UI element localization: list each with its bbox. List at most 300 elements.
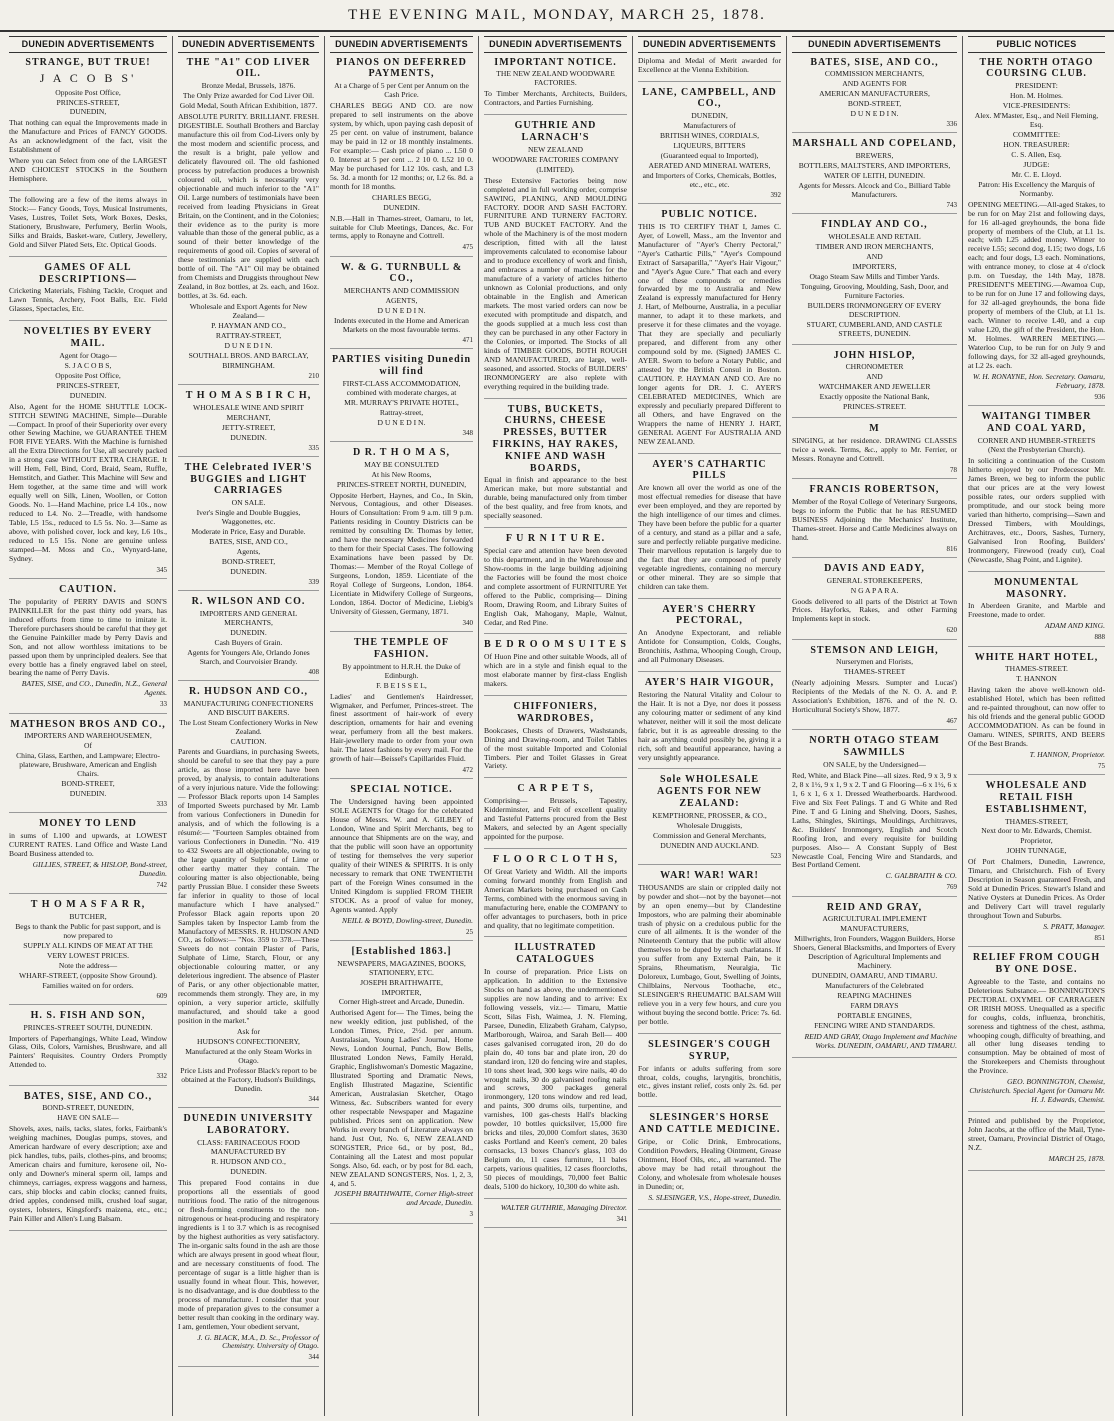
ad-title: BATES, SISE, AND CO., (810, 56, 939, 68)
ad-body: Importers of Paperhangings, White Lead, Window Glass, Oils, Colors, Varnishes, Brushware, and all Painters' Requisites. Country Orders Promptly Attended to. (9, 1033, 167, 1070)
advertisement (968, 1117, 1105, 1171)
ad-signature: W. H. RONAYNE, Hon. Secretary. Oamaru, February, 1878. (972, 371, 1105, 390)
advertisement (638, 1112, 781, 1209)
ad-body: In soliciting a continuation of the Custom hitherto enjoyed by our Predecessor Mr. James Breen, we beg to inform the public that our prices are at the very lowest possible rates, our orders supplied with promptitude, and our stock being more varied than hitherto, comprising—Sawn and Dressed Timbers, with Mouldings, Architraves, etc., Doors, Sashes, Turnery, Galvanised Iron Roofing, Builders' Ironmongery, Firewood (ready cut), Coal (Newcastle, Shag Point, and Lignite). (968, 456, 1105, 564)
ad-number: 3 (469, 1210, 473, 1219)
ad-line: PORTABLE ENGINES, (837, 1010, 912, 1020)
ad-number: 742 (156, 880, 167, 889)
ad-line: Next door to Mr. Edwards, Chemist. (981, 826, 1092, 836)
ad-body: ABSOLUTE PURITY. BRILLIANT. FRESH. DIGESTIBLE. Southall Brothers and Barclay manufacture this oil from Cod-Livers only by the most modern and scientific process, and the result is a bright, pale yellow and delicately flavoured oil. The old fashioned process by putrefaction produces a brownish coloured oil, which is necessarily very objectionable and much inferior to the "A1" Oil. Large numbers of testimonials have been received from leading Physicians in Great Britain, on the Continent, and in the Colonies; their evidence as to the purity is more valuable than those of the general public, as a sound of their better knowledge of the requirements of good oil. Copies of several of these testimonials are supplied with each bottle of oil. The "A1" Oil may be obtained from Chemists and Druggists throughout New Zealand, in 8oz bottles, at 2s. each, and 16oz. bottles, at 3s. 6d. each. (178, 112, 319, 301)
ad-signature: ADAM AND KING. (1045, 621, 1105, 631)
ad-line: SOUTHALL BROS. AND BARCLAY, (188, 350, 309, 360)
ad-line: Mr. C. E. Lloyd. (1011, 169, 1062, 179)
ad-title: FRANCIS ROBERTSON, (809, 483, 940, 495)
ad-line: BUTCHER, (69, 911, 107, 921)
ad-body: Parents and Guardians, in purchasing Sweets, should be careful to see that they pay a pure article, as those imported here have been proved, by analysis, to contain adulterations of a very injurious nature. Vide the following:— Professor Black reports upon 14 Samples of Imported Sweets purchased by Mr. Lamb from various Confectioners in Dunedin for analysis, and of which the following is a résumé:— "Fourteen Samples obtained from various Confectioners in Dunedin. "No. 419 to 432 Sweets are all objectionable, owing to the large quantity of Sulphate of Lime or other earthy matter they contain. The colouring matter is also objectionable, being partly Prussian Blue. I consider these Sweets far inferior in quality to those of local manufacture which I have analysed." Professor Black again reports upon 20 Samples taken by Inspector Lamb from the Manufactory of MESSRS. R. HUDSON AND CO., as follows:— "Nos. 359 to 378.—These Sweets do not contain Plaster of Paris, Sulphate of Lime, Starch, Flour, or any objectionable colouring matter, or any deleterious ingredient. The absence of Plaster of Paris, or any other objectionable matter, recommends them strongly. They are, in my opinion, a very superior article, skilfully manufactured, and should take a good position in the market." (178, 747, 319, 1026)
advertisement (9, 899, 167, 1005)
ad-number: 936 (1094, 392, 1105, 401)
ad-body: The Undersigned having been appointed SOLE AGENTS for Otago for the celebrated House of Messrs. W. and A. GILBEY of London, Wine and Spirit Merchants, beg to announce that Shipments are on the way, and that the public will soon have an opportunity of testing for themselves the very superior quality of their WINES & SPIRITS. It is only necessary to remark that ONE TWENTIETH part of the Foreign Wines consumed in the United Kingdom is supplied FROM THEIR STOCK. As a proof of value for money, Agents wanted. Apply (330, 797, 473, 914)
column-header: DUNEDIN ADVERTISEMENTS (638, 36, 781, 53)
advertisement (178, 462, 319, 591)
ad-number: 33 (160, 700, 167, 709)
ad-title: C A R P E T S, (517, 783, 594, 795)
column-7 (962, 36, 1110, 1416)
ad-number: 472 (462, 766, 473, 775)
ad-line: Commission and General Merchants, (652, 830, 767, 840)
advertisement (330, 784, 473, 940)
ad-line: BATES, SISE, AND CO., (209, 537, 288, 547)
ad-line: T. HANNON (1016, 674, 1057, 684)
ad-line: ON SALE, by the Undersigned— (823, 759, 926, 769)
ad-title: RELIEF FROM COUGH BY ONE DOSE. (972, 952, 1101, 975)
ad-line: Exactly opposite the National Bank, (819, 392, 930, 402)
ad-number: 816 (946, 544, 957, 553)
ad-title: AYER'S CATHARTIC PILLS (652, 458, 767, 482)
advertisement (484, 57, 627, 116)
ad-line: PRINCES-STREET. (843, 402, 906, 412)
ad-body: Red, White, and Black Pine—all sizes. Red, 9 x 3, 9 x 2, 8 x 1½, 9 x 1, 9 x 2. T and G Flooring—6 x 1½, 6 x 1, 6 x 1, 6 x 1. Dressed Weatherboards. Hardwood. Five and Six Feet Palings. T and G White and Red Pine. T and G Lining and Shelving. Doors, Sashes, Laths, Shingles, Skirtings, Mouldings, Architraves, &c. Builders' Ironmongery, English and Scotch Roofing Iron, and every requisite for building purposes. Also— A Constant Supply of Best Newcastle Coal, Fencing Wire and Standards, and Best Portland Cement. (792, 770, 957, 870)
ad-title: AYER'S CHERRY PECTORAL, (662, 603, 757, 627)
ad-line: BOND-STREET, (847, 99, 902, 109)
ad-body: In course of preparation. Price Lists on application. In addition to the Extensive Stocks on hand as above, the undermentioned supplies are now landing and to arrive: Ex following vessels, viz.:— Timaru, Mattie Scott, Silas Fish, Waimea, J. N. Fleming, Parsee, Dunedin, Elizabeth Graham, Calypso, Marlborough, Wairoa, and Sarah Bell— 400 cases galvanised corrugated iron, 20 do do plain do, 40 tons bar and plate iron, 20 do standard iron, 120 do fencing wire and staples, 10 tons sheet lead, 300 kegs wire nails, 40 do wrought nails, 30 do galvanised roofing nails and screws, 300 packages general ironmongery, 120 tons window and red lead, and paints, 300 drums oils, turpentine, and varnishes, 100 gas-chests Hall's blacking powder, 10 bottles quicksilver, 15,000 fire bricks and tiles, 20,000 Comfort slates, 3630 casks Portland and Keen's cement, 20 bales cornsacks, 13 boxes Chance's glass, 103 do Belgium do, 11 cases furniture, 11 bales carpets, various qualities, 12 cases floorcloths, 50 pieces of mouldings, 70,000 feet Baltic deals, 5100 do hickory, 10,300 do white ash. (484, 967, 627, 1191)
ad-line: TIMBER AND IRON MERCHANTS, (815, 241, 934, 251)
ad-line: HAVE ON SALE— (57, 1113, 119, 1123)
ad-line: PRINCES-STREET, (56, 97, 120, 107)
ad-body: Of Port Chalmers, Dunedin, Lawrence, Timaru, and Christchurch. Fish of Every Description in Season guaranteed Fresh, and Sold at Dunedin Prices. Stewart's Island and Native Oysters at Dunedin Prices. As Order and Delivery Cart will travel regularly throughout Town and Suburbs. (968, 857, 1105, 921)
ad-line: Manufactured at the only Steam Works in Otago. (185, 1046, 312, 1065)
advertisement (484, 942, 627, 1198)
ad-title: WHOLESALE AND RETAIL FISH ESTABLISHMENT, (985, 780, 1088, 815)
ad-title: W. & G. TURNBULL & CO., (340, 261, 463, 285)
ad-number: 408 (308, 667, 319, 676)
ad-body: SINGING, at her residence. DRAWING CLASSES twice a week. Terms, &c., apply to Mr. Ferrier, or Messrs. Ronayne and Cottrell. (792, 435, 957, 463)
ad-line: NEWSPAPERS, MAGAZINES, BOOKS, STATIONERY, ETC. (337, 958, 466, 977)
ad-title: Sole WHOLESALE AGENTS FOR NEW ZEALAND: (656, 774, 763, 810)
ad-body: Gripe, or Colic Drink, Embrocations, Condition Powders, Healing Ointment, Grease Ointment, Hoof Oils, etc., all warranted. The above may be had retail throughout the Colony, and wholesale from wholesale houses in Dunedin; or, (638, 1136, 781, 1191)
ad-line: PRESIDENT: (1015, 81, 1058, 91)
advertisement (968, 411, 1105, 572)
ad-body: An Anodyne Expectorant, and reliable Antidote for Consumption, Colds, Coughs, Bronchitis, Asthma, Whooping Cough, Croup, and all Pulmonary Diseases. (638, 628, 781, 665)
ad-body: The following are a few of the items always in Stock:— Fancy Goods, Toys, Musical Instruments, Vases, Lustres, Toilet Sets, Work Boxes, Desks, Stationery, Brushware, Perfumery, Berlin Wools, Silks and Braids, Basket-ware, Cutlery, Jewellery, Gold and Silver Plated Sets, Etc. Optical Goods. (9, 195, 167, 249)
advertisement (9, 326, 167, 579)
ad-line: COMMITTEE: (1012, 129, 1061, 139)
ad-signature: T. HANNON, Proprietor. (1029, 749, 1105, 759)
ad-line: STUART, CUMBERLAND, AND CASTLE STREETS, DUNEDIN. (806, 319, 943, 338)
ad-line: (LIMITED). (536, 164, 575, 174)
ad-line: D U N E D I N. (850, 109, 899, 119)
ad-signature: S. SLESINGER, V.S., Hope-street, Dunedin. (648, 1192, 781, 1202)
ad-line: R. HUDSON AND CO., (211, 1157, 286, 1167)
ad-number: 392 (770, 190, 781, 199)
ad-line: BREWERS, (855, 151, 894, 161)
ad-body: Cricketing Materials, Fishing Tackle, Croquet and Lawn Tennis, Archery, Foot Balls, Etc. Field Glasses, Spectacles, Etc. (9, 286, 167, 314)
ad-line: VERY LOWEST PRICES. (46, 950, 130, 960)
ad-line: SUPPLY ALL KINDS OF MEAT AT THE (23, 940, 153, 950)
ad-body: Printed and published by the Proprietor, John Jacobs, at the office of the Mail, Tyne-street, Oamaru, Provincial District of Otago, N.Z. (968, 1116, 1105, 1152)
ad-title: NORTH OTAGO STEAM SAWMILLS (809, 735, 940, 759)
ad-body: Having taken the above well-known old-established Hotel, which has been refitted and re-painted throughout, can now offer to his old friends and the general public GOOD ACCOMMODATION. As can be found in Oamaru. WINES, SPIRITS, AND BEERS Of the Best Brands. (968, 685, 1105, 748)
ad-line: Hon. M. Holmes. (1010, 91, 1063, 101)
ad-number: 25 (466, 927, 473, 936)
ad-signature: J. G. BLACK, M.A., D. Sc., Professor of Chemistry. University of Otago. (197, 1332, 319, 1351)
ad-body: Agreeable to the Taste, and contains no Deleterious Substance.— BONNINGTON'S PECTORAL OXYMEL OF CARRAGEEN OR IRISH MOSS. Unequalled as a specific for coughs, colds, influenza, bronchitis, soreness and tightness of the chest, asthma, whooping cough, difficulty of breathing, and all other lung diseases tending to consumption. May be obtained of most of the Storekeepers and Chemists throughout the Province. (968, 976, 1105, 1076)
ad-number: 769 (946, 883, 957, 892)
ad-body: The popularity of PERRY DAVIS and SON'S PAINKILLER for the past thirty odd years, has induced efforts from time to time to imitate it. Therefore purchasers should be careful that they get the Genuine Painkiller made by Perry Davis and Son, and not allow worthless imitations to be passed upon them by unprincipled dealers. See that every bottle has a finely engraved label on steel, bearing the name of Perry Davis. (9, 596, 167, 678)
ad-line: Otago Steam Saw Mills and Timber Yards. (809, 271, 940, 281)
ad-title: THE TEMPLE OF FASHION. (353, 637, 450, 660)
ad-title: R. WILSON AND CO. (191, 596, 306, 608)
ad-line: MR. MURRAY'S PRIVATE HOTEL, (344, 397, 459, 407)
ad-line: DUNEDIN, (69, 107, 107, 117)
ad-line: MANUFACTURERS, (840, 924, 909, 934)
column-1 (4, 36, 172, 1416)
column-2 (172, 36, 324, 1416)
ad-number: 75 (1098, 761, 1105, 770)
ad-body: THIS IS TO CERTIFY THAT I, James C. Ayer, of Lowell, Mass., am the Inventor and Manufacturer of "Ayer's Cherry Pectoral," "Ayer's Cathartic Pills," "Ayer's Compound Extract of Sarsaparilla," "Ayer's Hair Vigour," and "Ayer's Ague Cure." That each and every one of these compounds or remedies forwarded by me to Australia and New Zealand is expressly manufactured for Henry J. Hart, of Melbourne, Australia, in a peculiar manner, to adapt it to these markets, and preserve it for these climates and the voyage. That they are specially and peculiarly prepared, and different from any other compound sold by me. (Signed) JAMES C. AYER. Sworn to before a Notary Public, and attested by the British Consul in Boston. CAUTION. P. HAYMAN AND CO. Are no longer agents for DR. J. C. AYER'S CELEBRATED MEDICINES, Which are expressly and peculiarly prepared Different to all Others, and have Engraved on the Wrappers the name of HENRY J. HART, GENERAL AGENT For AUSTRALIA AND NEW ZEALAND. (638, 221, 781, 446)
ad-body: Equal in finish and appearance to the best American make, but more substantial and durable, being manufactured only from timber of the best quality, and free from knots, and specially seasoned. (484, 475, 627, 521)
ad-title: AYER'S HAIR VIGOUR, (644, 677, 775, 689)
ad-line: KEMPTHORNE, PROSSER, & CO., (652, 810, 767, 820)
ad-title: M (869, 423, 880, 435)
ad-number: 609 (156, 991, 167, 1000)
ad-body: Goods delivered to all parts of the District at Town Prices. Hayforks, Rakes, and other Farming Implements kept in stock. (792, 596, 957, 624)
ad-line: Rattray-street, (379, 407, 424, 417)
ad-body: To Timber Merchants, Architects, Builders, Contractors, and Parties Furnishing. (484, 89, 627, 108)
ad-title: PARTIES visiting Dunedin will find (331, 354, 472, 378)
ad-body: These Extensive Factories being now completed and in full working order, comprise SAWING, PLANING, AND MOULDING FACTORY. DOOR AND SASH FACTORY. FURNITURE AND TURNERY FACTORY. TUB AND BUCKET FACTORY. And the whole of the Machinery is of the most modern description, fitted with all the latest improvements calculated to economise labour and to produce excellency of work and finish, and embraces a number of machines for the manufacture of a variety of articles hitherto unknown as Colonial productions, and only obtainable in the English and American markets. The most varied orders can now be executed with promptitude and dispatch, and the goods supplied at a much less cost than they can be purchased in any other Factory in the Colonies, or imported. The Stocks of all kinds of TIMBER GOODS, BOTH ROUGH AND MANUFACTURED, are large, well-seasoned, and assorted. Stocks of BUILDERS' IRONMONGERY are also replete with everything required in the building trade. (484, 175, 627, 391)
ad-body: Comprising— Brussels, Tapestry, Kidderminster, and Felt of excellent quality and Tasteful Patterns procured from the Best Makers, and selected by an Agent specially appointed for the purpose. (484, 796, 627, 842)
column-header: DUNEDIN ADVERTISEMENTS (792, 36, 957, 53)
ad-line: IMPORTERS AND GENERAL MERCHANTS, (199, 608, 298, 627)
ad-line: WHARF-STREET, (opposite Show Ground). (18, 970, 157, 980)
ad-title: LANE, CAMPBELL, AND CO., (642, 86, 777, 110)
ad-line: BOTTLERS, MALTSTERS, AND IMPORTERS, (798, 161, 951, 171)
ad-line: Wholesale Druggists, (676, 820, 743, 830)
ad-line: WATCHMAKER AND JEWELLER (818, 382, 931, 392)
ad-title: ILLUSTRATED CATALOGUES (514, 942, 597, 966)
advertisement (9, 57, 167, 191)
advertisement (330, 637, 473, 779)
ad-title: SPECIAL NOTICE. (350, 784, 453, 796)
ad-body: Where you can Select from one of the LARGEST AND CHOICEST STOCKS in the Southern Hemisphere. (9, 156, 167, 184)
ad-signature: C. GALBRAITH & CO. (885, 871, 957, 881)
ad-line: By appointment to H.R.H. the Duke of Edinburgh. (342, 661, 461, 680)
ad-number: 475 (462, 243, 473, 252)
ad-line: At a Charge of 5 per Cent per Annum on the Cash Price. (334, 81, 469, 100)
ad-line: BIRMINGHAM. (222, 360, 275, 370)
ad-line: and Importers of Corks, Chemicals, Bottles, etc., etc., etc. (642, 170, 777, 189)
ad-title: [Established 1863.] (351, 945, 452, 957)
column-header: DUNEDIN ADVERTISEMENTS (330, 36, 473, 53)
ad-line: HUDSON'S CONFECTIONERY, (197, 1036, 300, 1046)
ad-body: Of Great Variety and Width. All the imports coming forward monthly from English and American Markets being purchased on Cash Terms, combined with the enormous saving in manufacturing here, enable the COMPANY to offer advantages to purchasers, both in price and quality, that no legitimate competition. (484, 866, 627, 930)
ad-line: MERCHANT, (226, 412, 271, 422)
ad-line: THAMES-STREET (843, 667, 906, 677)
advertisement (638, 1039, 781, 1107)
ad-body: CHARLES BEGG AND CO. are now prepared to sell instruments on the above system, by which, upon paying cash deposit of 25 per cent. on value of instrument, balance may be paid in 12 or 18 monthly instalments. For example:— Cash price of piano ... L50 0 0. Interest at 5 per cent ... 2 10 0. L52 10 0. May be purchased for L12 10s. cash, and L3 5s. 3d. a month for 12 months; or, L2 6s. 8d. a month for 18 months. (330, 101, 473, 191)
advertisement (792, 350, 957, 419)
ad-line: Manufacturers of the Celebrated (825, 981, 924, 991)
advertisement (330, 946, 473, 1224)
advertisement (9, 262, 167, 321)
ad-title: WHITE HART HOTEL, (974, 651, 1099, 663)
ad-title: MARSHALL AND COPELAND, (792, 138, 957, 150)
advertisement (9, 1091, 167, 1231)
ad-line: WHOLESALE WINE AND SPIRIT (192, 402, 304, 412)
ad-title: H. S. FISH AND SON, (30, 1009, 146, 1021)
ad-title: R. HUDSON AND CO., (188, 685, 309, 697)
ad-number: 340 (462, 618, 473, 627)
ad-line: Agent for Otago— (59, 350, 117, 360)
ad-body: Diploma and Medal of Merit awarded for Excellence at the Vienna Exhibition. (638, 55, 781, 74)
ad-line: DUNEDIN AND AUCKLAND. (660, 840, 759, 850)
advertisement (792, 423, 957, 479)
ad-line: COMMISSION MERCHANTS, (824, 69, 925, 79)
ad-line: JETTY-STREET, (221, 422, 276, 432)
ad-title: NOVELTIES BY EVERY MAIL. (23, 326, 153, 350)
ad-line: AND AGENTS FOR (842, 79, 907, 89)
ad-title: B E D R O O M S U I T E S (484, 639, 627, 651)
advertisement (330, 447, 473, 632)
ad-line: GENERAL STOREKEEPERS, (826, 575, 923, 585)
ad-line: DUNEDIN. (383, 202, 420, 212)
ad-body: Shovels, axes, nails, tacks, slates, forks, Fairbank's weighing machines, Douglas pumps, stoves, and American hardware of every description; axe and pick handles, tubs, pails, clothes-pins, and brooms; American chairs and furniture, kerosene oil, No-only and Downer's mineral sperm oil, lamps and chimneys, carriages, express waggons and harness, cars, ship blocks and cabin clocks; canned fruits, dried apples, condensed milk, crushed loaf sugar, oysters, lobsters, Kingsford's maizena, etc., etc.; Pain Killer and Allen's Lung Balsam. (9, 1124, 167, 1223)
ad-title: WAITANGI TIMBER AND COAL YARD, (981, 410, 1092, 434)
ad-number: 332 (156, 1072, 167, 1081)
ad-line: Manufacturers of (683, 121, 736, 131)
ad-line: FIRST-CLASS ACCOMMODATION, combined with moderate charges, at (342, 378, 461, 397)
ad-title: MONUMENTAL MASONRY. (994, 576, 1079, 600)
ad-title: THE NORTH OTAGO COURSING CLUB. (979, 56, 1094, 80)
ad-line: AND (866, 251, 883, 261)
advertisement (792, 645, 957, 731)
ad-body: N.B.—Hall in Thames-street, Oamaru, to let, suitable for Club Meetings, Dances, &c. For terms, apply to Ronayne and Cottrell. (330, 213, 473, 241)
ad-number: 344 (308, 1353, 319, 1362)
ad-number: 345 (156, 565, 167, 574)
ad-number: 851 (1094, 933, 1105, 942)
ad-signature: WALTER GUTHRIE, Managing Director. (500, 1202, 627, 1212)
column-header: DUNEDIN ADVERTISEMENTS (178, 36, 319, 53)
advertisement-columns (4, 36, 1110, 1416)
ad-line: Proprietor, (1020, 836, 1053, 846)
ad-body: Member of the Royal College of Veterinary Surgeons, begs to inform the Public that he has RESUMED BUSINESS Adjoining the Mechanics' Institute, Thames-street. Horse and Cattle Medicines always on hand. (792, 496, 957, 542)
ad-line: LIQUEURS, BITTERS (673, 140, 746, 150)
ad-body: For infants or adults suffering from sore throat, colds, coughs, laryngitis, bronchitis, etc., gives instant relief, costs only 2s. 6d. per bottle. (638, 1063, 781, 1100)
ad-line: PRINCES-STREET, (56, 380, 120, 390)
ad-line: (Next the Presbyterian Church). (987, 445, 1085, 455)
ad-body: Opposite Herbert, Haynes, and Co., In Skin, Nervous, Contagious, and other Diseases. Hours of Consultation: From 9 a.m. till 9 p.m. Patients residing in Country Districts can be remitted by consulting Dr. Thomas by letter, and have the necessary Medicines forwarded to them for their Special Cases. The following Examinations have been passed by Dr. Thomas:— Member of the Royal College of Surgeons, London, 1859. Licentiate of the Royal College of Surgeons, London, 1864. Licentiate in Midwifery College of Surgeons, London, 1864. Doctor of Medicine, Liebig's University of Giessen, Germany, 1871. (330, 490, 473, 616)
ad-line: Bronze Medal, Brussels, 1876. (201, 81, 296, 91)
ad-title: T H O M A S F A R R, (30, 899, 146, 911)
advertisement (792, 484, 957, 558)
ad-line: WHOLESALE AND RETAIL (828, 232, 921, 242)
ad-title: TUBS, BUCKETS, CHURNS, CHEESE PRESSES, BUTTER FIRKINS, HAY RAKES, KNIFE AND WASH BOARDS, (492, 403, 619, 474)
ad-number: 339 (308, 577, 319, 586)
ad-signature: S. PRATT, Manager. (1043, 922, 1105, 931)
ad-body: In Aberdeen Granite, and Marble and Freestone, made to order. (968, 601, 1105, 620)
ad-title: SLESINGER'S HORSE AND CATTLE MEDICINE. (638, 1112, 781, 1136)
ad-line: S. J A C O B S, (64, 360, 112, 370)
ad-line: FARM DRAYS (850, 1000, 899, 1010)
ad-name: J A C O B S' (39, 71, 137, 86)
ad-line: JUDGE: (1023, 159, 1050, 169)
advertisement (9, 584, 167, 714)
ad-line: D U N E D I N. (224, 340, 273, 350)
ad-line: D U N E D I N. (377, 306, 426, 316)
ad-number: 210 (308, 371, 319, 380)
ad-line: Price Lists and Professor Black's report to be obtained at the Factory, Hudson's Buildings, Dunedin. (180, 1065, 317, 1093)
column-3 (324, 36, 478, 1416)
ad-body: This prepared Food contains in due proportions all the essentials of good nutritious food. The ratio of the nitrogenous or flesh-forming constituents to the non-nitrogenous or heat-producing and respiratory ingredients is 1 to 3.7 which is as recognised by the highest authorities as very satisfactory. The in-organic salts found in the ash are those which are always present in good wheat flour, and are necessary constituents of food. The percentage of sugar is a little higher than is usually found in wheat flour. This, however, is no disadvantage, and is due doubtless to the process of manufacture. I consider that your mode of preparation gives to the consumer a better result than cooking in the ordinary way. I am, gentlemen, Your obedient servant, (178, 1178, 319, 1331)
ad-body: Are known all over the world as one of the most effectual remedies for disease that have ever been employed, and they are reported by the high intelligence of our times and climes. They have been before the public for a quarter of a century, and stand as a pillar and a safe, sure and perfectly reliable purgative medicine. Their marvellous reputation is largely due to the fact that they are composed of purely vegetable ingredients, containing no mercury or other mineral. They are so simple that children can take them. (638, 483, 781, 591)
ad-title: CAUTION. (59, 584, 117, 596)
ad-line: JOSEPH BRAITHWAITE, (360, 977, 443, 987)
ad-signature: NEILL & BOYD, Dowling-street, Dunedin. (342, 915, 473, 925)
ad-number: 78 (950, 465, 957, 474)
ad-number: 743 (946, 200, 957, 209)
advertisement (9, 719, 167, 814)
ad-line: China, Glass, Earthen, and Lampware; Electro-plateware, Brushware, American and English Chairs. (16, 751, 160, 779)
ad-line: Indents executed in the Home and American Markets on the most favourable terms. (334, 316, 469, 335)
ad-line: FENCING WIRE AND STANDARDS. (814, 1020, 935, 1030)
advertisement (484, 701, 627, 778)
ad-title: D R. T H O M A S, (353, 446, 450, 458)
column-header: PUBLIC NOTICES (968, 36, 1105, 53)
advertisement (638, 57, 781, 82)
ad-line: HON. TREASURER: (1003, 139, 1070, 149)
ad-line: DUNEDIN. (230, 432, 267, 442)
ad-title: STEMSON AND LEIGH, (810, 644, 939, 656)
ad-line: CLASS: FARINACEOUS FOOD (197, 1137, 300, 1147)
ad-line: Iver's Single and Double Buggies, Waggonettes, etc. (196, 508, 301, 527)
advertisement (638, 604, 781, 672)
ad-title: DUNEDIN UNIVERSITY LABORATORY. (183, 1112, 314, 1136)
ad-body: in sums of L100 and upwards, at LOWEST CURRENT RATES. Land Office and Waste Land Board Business attended to. (9, 831, 167, 858)
advertisement (792, 138, 957, 214)
ad-body: Of Huon Pine and other suitable Woods, all of which are in a style and finish equal to the most elaborate manner by first-class English makers. (484, 652, 627, 689)
ad-title: GAMES OF ALL DESCRIPTIONS— (38, 261, 138, 285)
ad-line: Corner High-street and Arcade, Dunedin. (338, 997, 465, 1007)
ad-line: CORNER AND HUMBER-STREETS (977, 435, 1096, 445)
column-4 (478, 36, 632, 1416)
ad-number: 471 (462, 336, 473, 345)
ad-signature: MARCH 25, 1878. (1048, 1153, 1105, 1163)
ad-title: STRANGE, BUT TRUE! (25, 56, 151, 68)
ad-number: 341 (616, 1214, 627, 1223)
ad-line: IMPORTER, (381, 987, 422, 997)
advertisement (484, 854, 627, 937)
advertisement (638, 87, 781, 204)
ad-title: PIANOS ON DEFERRED PAYMENTS, (336, 56, 467, 80)
column-5 (632, 36, 786, 1416)
ad-line: AERATED AND MINERAL WATERS, (648, 160, 771, 170)
ad-line: JOHN TUNNAGE, (1006, 846, 1067, 856)
ad-line: MAY BE CONSULTED (364, 459, 439, 469)
advertisement (178, 686, 319, 1108)
advertisement (9, 1010, 167, 1086)
ad-number: 888 (1094, 633, 1105, 642)
ad-body: (Nearly adjoining Messrs. Sumpter and Lucas') Recipients of the Medals of the N. O. A. and P. Association's Exhibition, 1876. and of the N. O. Horticultural Society's Show, 1877. (792, 678, 957, 715)
ad-title: THE "A1" COD LIVER OIL. (186, 56, 311, 80)
advertisement (968, 652, 1105, 776)
ad-line: DUNEDIN. (230, 627, 267, 637)
ad-line: ON SALE. (231, 498, 266, 508)
ad-line: Opposite Post Office, (55, 87, 121, 97)
ad-body: OPENING MEETING.—All-aged Stakes, to be run for on May 21st and following days, for 16 all-aged greyhounds, the bona fide property of members of the Club, at L1 1s. each; with L25 added money. Winner to receive L55; second dog, L15; two dogs, L6 each; and four dogs, L3 each. Nominations, with entrance money, to close at 4 o'clock p.m. on Tuesday, the 14th May, 1878. PRESIDENT'S MEETING.—Awamoa Cup, to be run for on June 17 and following days, for 32 all-aged greyhounds, the bona fide property of members of the Club, at L1 1s. each. Winner to receive L40, and a cup value L20, the gift of the President, the Hon. M. Holmes. WARREN MEETING.—Waterloo Cup, to be run for on July 9 and following days, for 32 all-aged greyhounds, at L2 2s. each. (968, 199, 1105, 370)
ad-line: Opposite Post Office, (55, 370, 121, 380)
ad-line: AND (866, 372, 883, 382)
ad-line: AGRICULTURAL IMPLEMENT (822, 914, 927, 924)
ad-line: THAMES-STREET, (1005, 816, 1068, 826)
ad-line: RATTRAY-STREET, (215, 330, 282, 340)
ad-body: Restoring the Natural Vitality and Colour to the Hair. It is not a Dye, nor does it possess any colouring matter or sediment of any kind whatever, neither will it soil the most delicate fabric, but it is as agreeable dressing to the hair as anything could possibly be, giving it a rich, soft and beautiful appearance, having a very unsightly appearance. (638, 689, 781, 762)
ad-line: Begs to thank the Public for past support, and is now prepared to (15, 921, 161, 940)
ad-body: Also, Agent for the HOME SHUTTLE LOCK-STITCH SEWING MACHINE, Simple—Durable—Compact. In proof of their Superiority over every other Sewing Machine, we GUARANTEE THEM FOR FIVE YEARS. With the Machine is furnished all the Extra Directions for Use, all securely packed in a strong case WITHOUT EXTRA CHARGE. It will Hem, Fell, Bind, Cord, Braid, Seam, Ruffle, Hemstitch, and Gather. This Machine will Sew and Hem together, at the same time and will work equally well on Silk, Linen, Woollen, or Cotton Goods. No. 1—Hand Machine, price L4 10s., now reduced to L4. No. 2—Treadle, with handsome Table, L5 15s., reduced to L5 5s. No. 3—Same as above, with polished cover, lock and key, L6 10s., reduced to L5 15s. None are genuine unless stamped—M. Moss and Co., Wynyard-lane, Sydney. (9, 401, 167, 563)
ad-title: CHIFFONIERS, WARDROBES, (513, 701, 598, 724)
ad-line: IMPORTERS AND WAREHOUSEMEN, (24, 731, 152, 741)
ad-body: Bookcases, Chests of Drawers, Washstands, Dining and Drawing-room, and Toilet Tables of the most suitable Imported and Colonial Timbers. Pier and Toilet Glasses in Great Variety. (484, 725, 627, 771)
advertisement (792, 57, 957, 134)
ad-signature: REID AND GRAY, Otago Implement and Machine Works. DUNEDIN, OAMARU, AND TIMARU. (804, 1031, 957, 1050)
ad-line: DUNEDIN, (691, 111, 728, 121)
advertisement (484, 1204, 627, 1228)
ad-line: BOND-STREET, (61, 779, 115, 789)
ad-title: F L O O R C L O T H S, (493, 854, 618, 865)
ad-line: CAUTION. (230, 736, 267, 746)
advertisement (484, 533, 627, 634)
ad-title: MONEY TO LEND (39, 818, 137, 830)
ad-line: AMERICAN MANUFACTURERS, (819, 89, 930, 99)
ad-number: 344 (308, 1094, 319, 1103)
advertisement (9, 818, 167, 894)
advertisement (792, 563, 957, 640)
advertisement (330, 354, 473, 442)
advertisement (792, 735, 957, 896)
advertisement (968, 57, 1105, 406)
ad-title: JOHN HISLOP, (833, 349, 916, 361)
ad-line: D U N E D I N. (377, 417, 426, 427)
ad-line: CHARLES BEGG, (371, 192, 432, 202)
ad-title: GUTHRIE AND LARNACH'S (514, 120, 597, 144)
ad-line: BOND-STREET, DUNEDIN, (42, 1103, 134, 1113)
ad-line: The Only Prize awarded for Cod Liver Oil. (182, 91, 315, 101)
ad-title: T H O M A S B I R C H, (185, 390, 312, 401)
ad-line: VICE-PRESIDENTS: (1002, 101, 1071, 111)
ad-title: DAVIS AND EADY, (824, 562, 925, 574)
ad-line: Wholesale and Export Agents for New Zealand— (189, 302, 308, 321)
ad-line: BOND-STREET, (221, 556, 276, 566)
advertisement (484, 783, 627, 849)
ad-line: The Lost Steam Confectionery Works in New Zealand. (179, 717, 318, 736)
ad-title: REID AND GRAY, (826, 901, 923, 913)
ad-number: 335 (308, 443, 319, 452)
ad-body: THOUSANDS are slain or crippled daily not by powder and shot—not by the bayonet—not by an open enemy—but by Clandestine Impostors, who are palming their abominable trash of physic on a credulous public for the cure of all ailments. It is the wonder of the Nineteenth Century that the public will allow themselves to be duped by such charlatans. If you suffer from any External Pain, be it Sprains, Rheumatism, Neuralgia, Tic Doloreux, Lumbago, Gout, Swelling of Joints, Chilblains, Nervous Toothache, etc., SLESINGER'S RHEUMATIC BALSAM Will relieve you in a very few hours, and cure you without buying the second bottle. Price: 7s. 6d. per bottle. (638, 882, 781, 1027)
ad-title: IMPORTANT NOTICE. (494, 56, 617, 68)
ad-line: DUNEDIN. (69, 789, 107, 799)
ad-line: Agents for Messrs. Alcock and Co., Billiard Table Manufacturers. (798, 181, 951, 200)
ad-line: C. S. Allen, Esq. (1011, 149, 1062, 159)
advertisement (178, 1113, 319, 1367)
ad-line: PRINCES-STREET SOUTH, DUNEDIN. (23, 1022, 153, 1032)
ad-body: Ladies' and Gentlemen's Hairdresser, Wigmaker, and Perfumer, Princes-street. The finest assortment of hair-work of every description, ornaments for hair and evening wear, perfumery from all the best makers. Hair-jewellery made to order from your own hair. The latest fashions by every mail. For the growth of hair—Beissel's Capillarides Fluid. (330, 691, 473, 764)
ad-line: Families waited on for orders. (42, 980, 134, 990)
advertisement (968, 577, 1105, 647)
ad-line: IMPORTERS, (852, 261, 897, 271)
column-header: DUNEDIN ADVERTISEMENTS (9, 36, 167, 53)
newspaper-masthead: THE EVENING MAIL, MONDAY, MARCH 25, 1878. (0, 0, 1114, 32)
ad-line: THE NEW ZEALAND WOODWARE FACTORIES. (496, 69, 615, 88)
ad-line: DUNEDIN. (230, 1167, 267, 1177)
